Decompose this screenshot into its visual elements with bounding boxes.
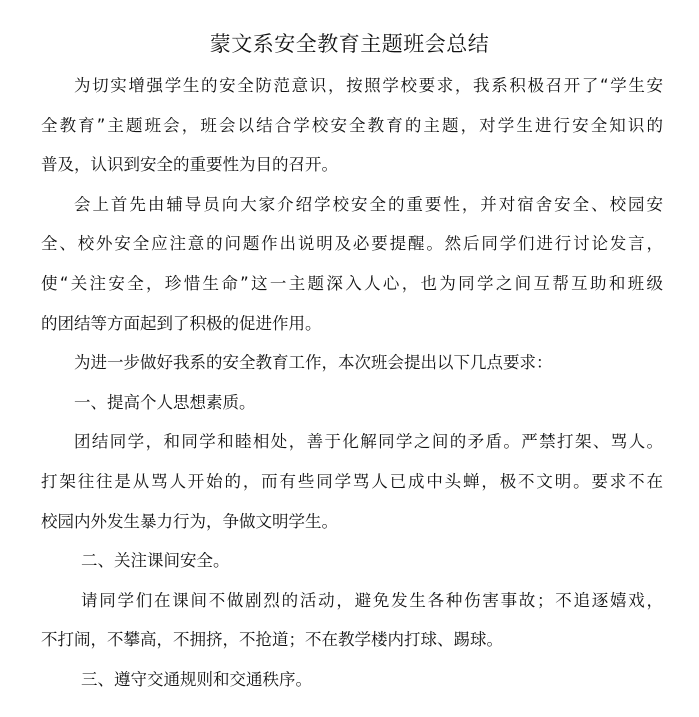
text-line: 三、遵守交通规则和交通秩序。 <box>81 669 312 689</box>
text-line: 团结同学，和同学和睦相处，善于化解同学之间的矛盾。严禁打架、骂人。 <box>74 432 663 452</box>
paragraph-meeting <box>41 185 663 343</box>
text-line: 打架往往是从骂人开始的，而有些同学骂人已成中头蝉，极不文明。要求不在 <box>41 471 663 491</box>
text-line: 为切实增强学生的安全防范意识，按照学校要求，我系积极召开了“学生安 <box>74 76 663 95</box>
paragraph-unity <box>41 422 663 541</box>
text-line: 一、提高个人思想素质。 <box>74 392 256 412</box>
section-heading-1 <box>41 383 663 423</box>
paragraph-break-safety <box>41 581 663 660</box>
paragraph-requirements-intro <box>41 343 663 383</box>
text-line: 全、校外安全应注意的问题作出说明及必要提醒。然后同学们进行讨论发言， <box>41 234 663 254</box>
text-line: 会上首先由辅导员向大家介绍学校安全的重要性，并对宿舍安全、校园安 <box>74 194 663 214</box>
text-line: 不打闹，不攀高，不拥挤，不抢道；不在教学楼内打球、踢球。 <box>41 630 503 650</box>
text-line: 全教育”主题班会，班会以结合学校安全教育的主题，对学生进行安全知识的 <box>41 115 663 135</box>
section-heading-2 <box>41 541 663 581</box>
text-line: 为进一步做好我系的安全教育工作，本次班会提出以下几点要求： <box>74 353 553 373</box>
section-heading-3 <box>41 660 663 700</box>
document-title: 蒙文系安全教育主题班会总结 <box>209 32 490 56</box>
text-line: 普及，认识到安全的重要性为目的召开。 <box>41 155 338 175</box>
text-line: 的团结等方面起到了积极的促进作用。 <box>41 313 322 333</box>
text-line: 校园内外发生暴力行为，争做文明学生。 <box>41 511 338 531</box>
paragraph-intro <box>41 66 663 185</box>
text-line: 使“关注安全，珍惜生命”这一主题深入人心，也为同学之间互帮互助和班级 <box>41 273 663 293</box>
text-line: 二、关注课间安全。 <box>81 551 230 571</box>
document-body <box>41 66 663 700</box>
text-line: 请同学们在课间不做剧烈的活动，避免发生各种伤害事故；不追逐嬉戏， <box>81 590 663 610</box>
